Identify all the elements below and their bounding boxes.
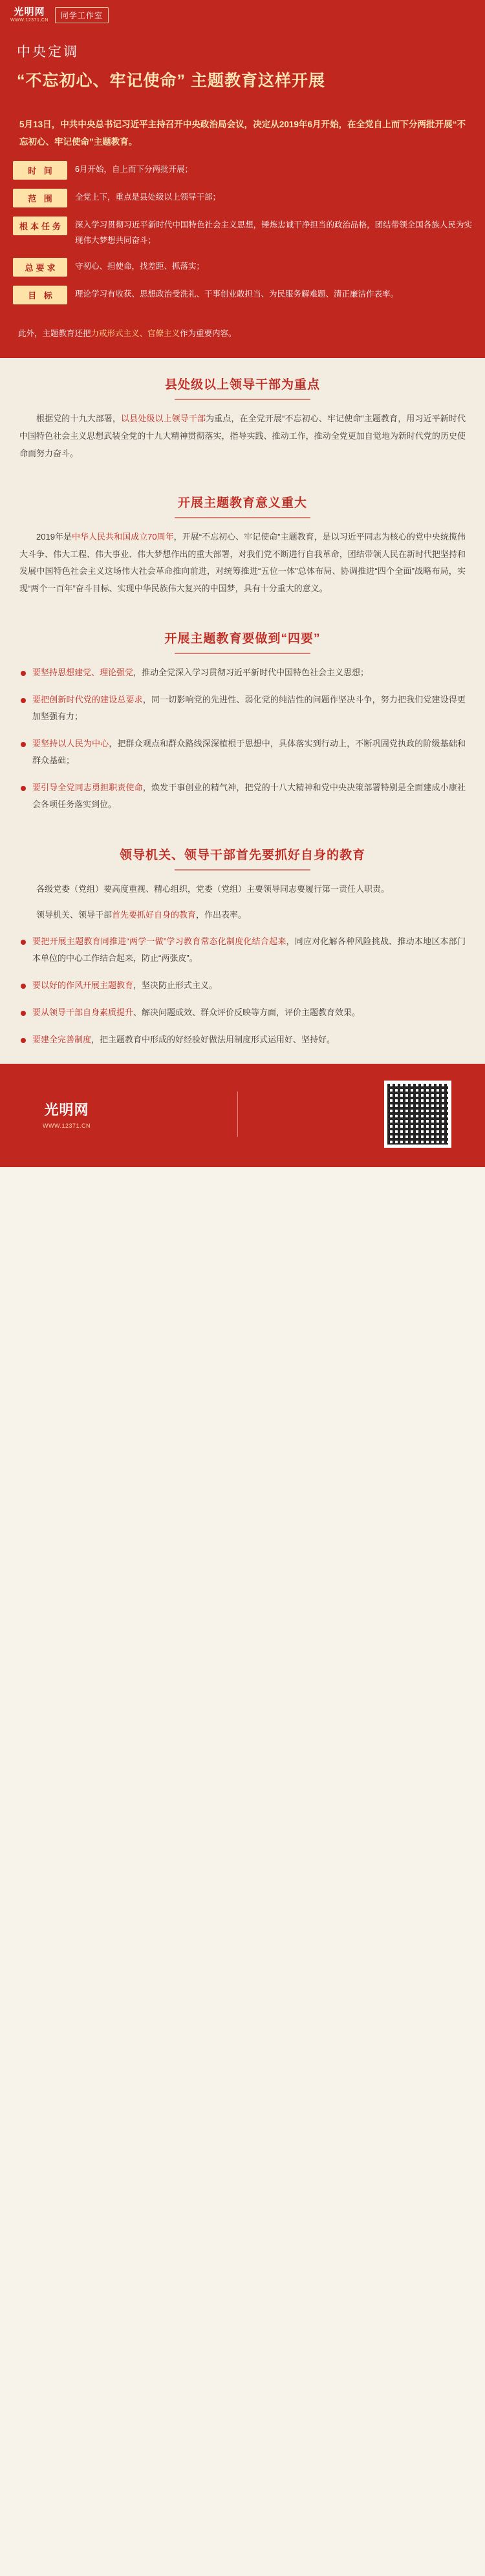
paragraph-text: 为重点，在全党开展“不忘初心、牢记使命”主题教育，用习近平新时代中国特色社会主义思想武装全党的十九大精神贯彻落实，指导实践、推动工作，推动全党更加自觉地为新时代党的历史使命而努力奋斗。 — [19, 414, 466, 458]
key-fact-text: 6月开始，自上而下分两批开展； — [75, 165, 193, 174]
section-paragraph — [19, 529, 466, 598]
list-item — [19, 664, 466, 681]
paragraph-text: ，开展“不忘初心、牢记使命”主题教育，是以习近平同志为核心的党中央统揽伟大斗争、伟大工程、伟大事业、伟大梦想作出的重大部署，对我们党不断进行自我革命，团结带领人民在新时代把坚持和发展中国特色社会主义这场伟大社会革命推向前进，对统筹推进“五位一体”总体布局、协调推进“四个全面”战略布局，实现“两个一百年”奋斗目标、实现中华民族伟大复兴的中国梦，具有十分重大的意义。 — [19, 532, 466, 594]
list-item-text: ，推动全党深入学习贯彻习近平新时代中国特色社会主义思想； — [133, 667, 369, 677]
list-item-text: ，焕发干事创业的精气神，把党的十八大精神和党中央决策部署特别是全面建成小康社会各项任务落实到位。 — [32, 782, 466, 809]
key-fact-row — [13, 216, 472, 249]
section-title: 开展主题教育要做到“四要” — [19, 629, 466, 654]
key-fact-row — [13, 189, 472, 207]
footer-bar — [0, 1064, 485, 1167]
list-item-lead: 要把开展主题教育同推进“两学一做”学习教育常态化制度化结合起来 — [32, 936, 286, 947]
list-item-text: ，坚决防止形式主义。 — [133, 980, 218, 991]
hero-kicker: 中央定调 — [17, 45, 79, 59]
list-item — [19, 692, 466, 725]
content-sections — [0, 358, 485, 1064]
list-item-lead: 要以好的作风开展主题教育 — [32, 980, 134, 991]
studio-tag: 同学工作室 — [55, 7, 109, 23]
site-logo-name: 光明网 — [14, 6, 45, 17]
key-fact-row — [13, 258, 472, 277]
qr-code-pattern — [387, 1084, 448, 1145]
lead-note-prefix: 此外，主题教育还把 — [18, 328, 91, 338]
lead-container — [0, 109, 485, 158]
list-item-lead: 要坚持思想建党、理论强党 — [32, 667, 134, 677]
qr-code-icon[interactable] — [384, 1081, 451, 1148]
key-fact-row — [13, 161, 472, 180]
key-fact-label: 时 间 — [13, 161, 67, 180]
content-section — [0, 358, 485, 476]
footer-divider — [237, 1092, 238, 1137]
lead-paragraph: 5月13日，中共中央总书记习近平主持召开中央政治局会议，决定从2019年6月开始，在全党自上而下分两批开展“不忘初心、牢记使命”主题教育。 — [19, 120, 466, 147]
list-item-text: ，把群众观点和群众路线深深植根于思想中，具体落实到行动上，不断巩固党执政的阶级基础和群众基础； — [32, 738, 466, 765]
list-item-lead: 要引导全党同志勇担职责使命 — [32, 782, 143, 792]
key-fact-text: 理论学习有收获、思想政治受洗礼、干事创业敢担当、为民服务解难题、清正廉洁作表率。 — [75, 289, 399, 299]
section-paragraph — [19, 410, 466, 462]
site-logo-url: WWW.12371.CN — [10, 18, 48, 23]
paragraph-text: 2019年是 — [36, 532, 72, 542]
key-fact-label: 范 围 — [13, 189, 67, 207]
footer-logo[interactable] — [43, 1099, 91, 1129]
content-section — [0, 476, 485, 612]
paragraph-text: ，作出表率。 — [196, 910, 247, 920]
key-facts-list — [0, 158, 485, 326]
list-item-text: ，同一切影响党的先进性、弱化党的纯洁性的问题作坚决斗争，努力把我们党建设得更加坚强有力； — [32, 694, 466, 721]
paragraph-text: 领导机关、领导干部 — [36, 910, 113, 920]
list-item-lead: 要从领导干部自身素质提升 — [32, 1008, 134, 1018]
content-section — [0, 829, 485, 1064]
list-item-text: ，同应对化解各种风险挑战、推动本地区本部门本单位的中心工作结合起来，防止“两张皮”。 — [32, 936, 466, 964]
footer-logo-url: WWW.12371.CN — [43, 1123, 91, 1130]
list-item — [19, 977, 466, 994]
content-section — [0, 612, 485, 829]
bullet-list — [19, 933, 466, 1048]
list-item-lead: 要建全完善制度 — [32, 1035, 92, 1045]
hero-banner — [0, 30, 485, 109]
key-fact-label: 目 标 — [13, 286, 67, 304]
key-fact-text: 深入学习贯彻习近平新时代中国特色社会主义思想，锤炼忠诚干净担当的政治品格，团结带领全国各族人民为实现伟大梦想共同奋斗； — [75, 220, 472, 245]
section-title: 开展主题教育意义重大 — [19, 493, 466, 518]
paragraph-text: 各级党委（党组）要高度重视、精心组织，党委（党组）主要领导同志要履行第一责任人职责。 — [36, 883, 390, 894]
lead-note-suffix: 作为重要内容。 — [180, 328, 237, 338]
list-item — [19, 779, 466, 813]
list-item — [19, 1031, 466, 1048]
list-item-text: 、解决问题成效、群众评价反映等方面，评价主题教育效果。 — [133, 1008, 361, 1018]
section-paragraph — [19, 881, 466, 898]
paragraph-text: 根据党的十九大部署， — [36, 414, 122, 424]
section-title: 县处级以上领导干部为重点 — [19, 375, 466, 400]
highlighted-text: 以县处级以上领导干部 — [121, 414, 206, 424]
list-item — [19, 735, 466, 769]
key-fact-text: 全党上下，重点是县处级以上领导干部； — [75, 193, 221, 202]
highlighted-text: 首先要抓好自身的教育 — [112, 910, 197, 920]
highlighted-text: 中华人民共和国成立70周年 — [71, 532, 174, 542]
site-logo[interactable] — [10, 7, 48, 23]
lead-note-highlight: 力戒形式主义、官僚主义 — [91, 328, 180, 338]
list-item-lead: 要把创新时代党的建设总要求 — [32, 694, 143, 704]
top-bar — [0, 0, 485, 30]
key-fact-label: 根本任务 — [13, 216, 67, 235]
key-fact-row — [13, 286, 472, 304]
list-item — [19, 1004, 466, 1021]
section-paragraph — [19, 907, 466, 924]
infographic-page — [0, 0, 485, 1167]
key-fact-label: 总要求 — [13, 258, 67, 277]
list-item-lead: 要坚持以人民为中心 — [32, 738, 109, 748]
list-item — [19, 933, 466, 967]
section-title: 领导机关、领导干部首先要抓好自身的教育 — [19, 845, 466, 871]
bullet-list — [19, 664, 466, 813]
list-item-text: ，把主题教育中形成的好经验好做法用制度形式运用好、坚持好。 — [91, 1035, 336, 1045]
footer-logo-name: 光明网 — [44, 1103, 89, 1119]
lead-note — [0, 326, 485, 359]
page-title: “不忘初心、牢记使命” 主题教育这样开展 — [17, 72, 325, 90]
key-fact-text: 守初心、担使命，找差距、抓落实； — [75, 261, 205, 271]
